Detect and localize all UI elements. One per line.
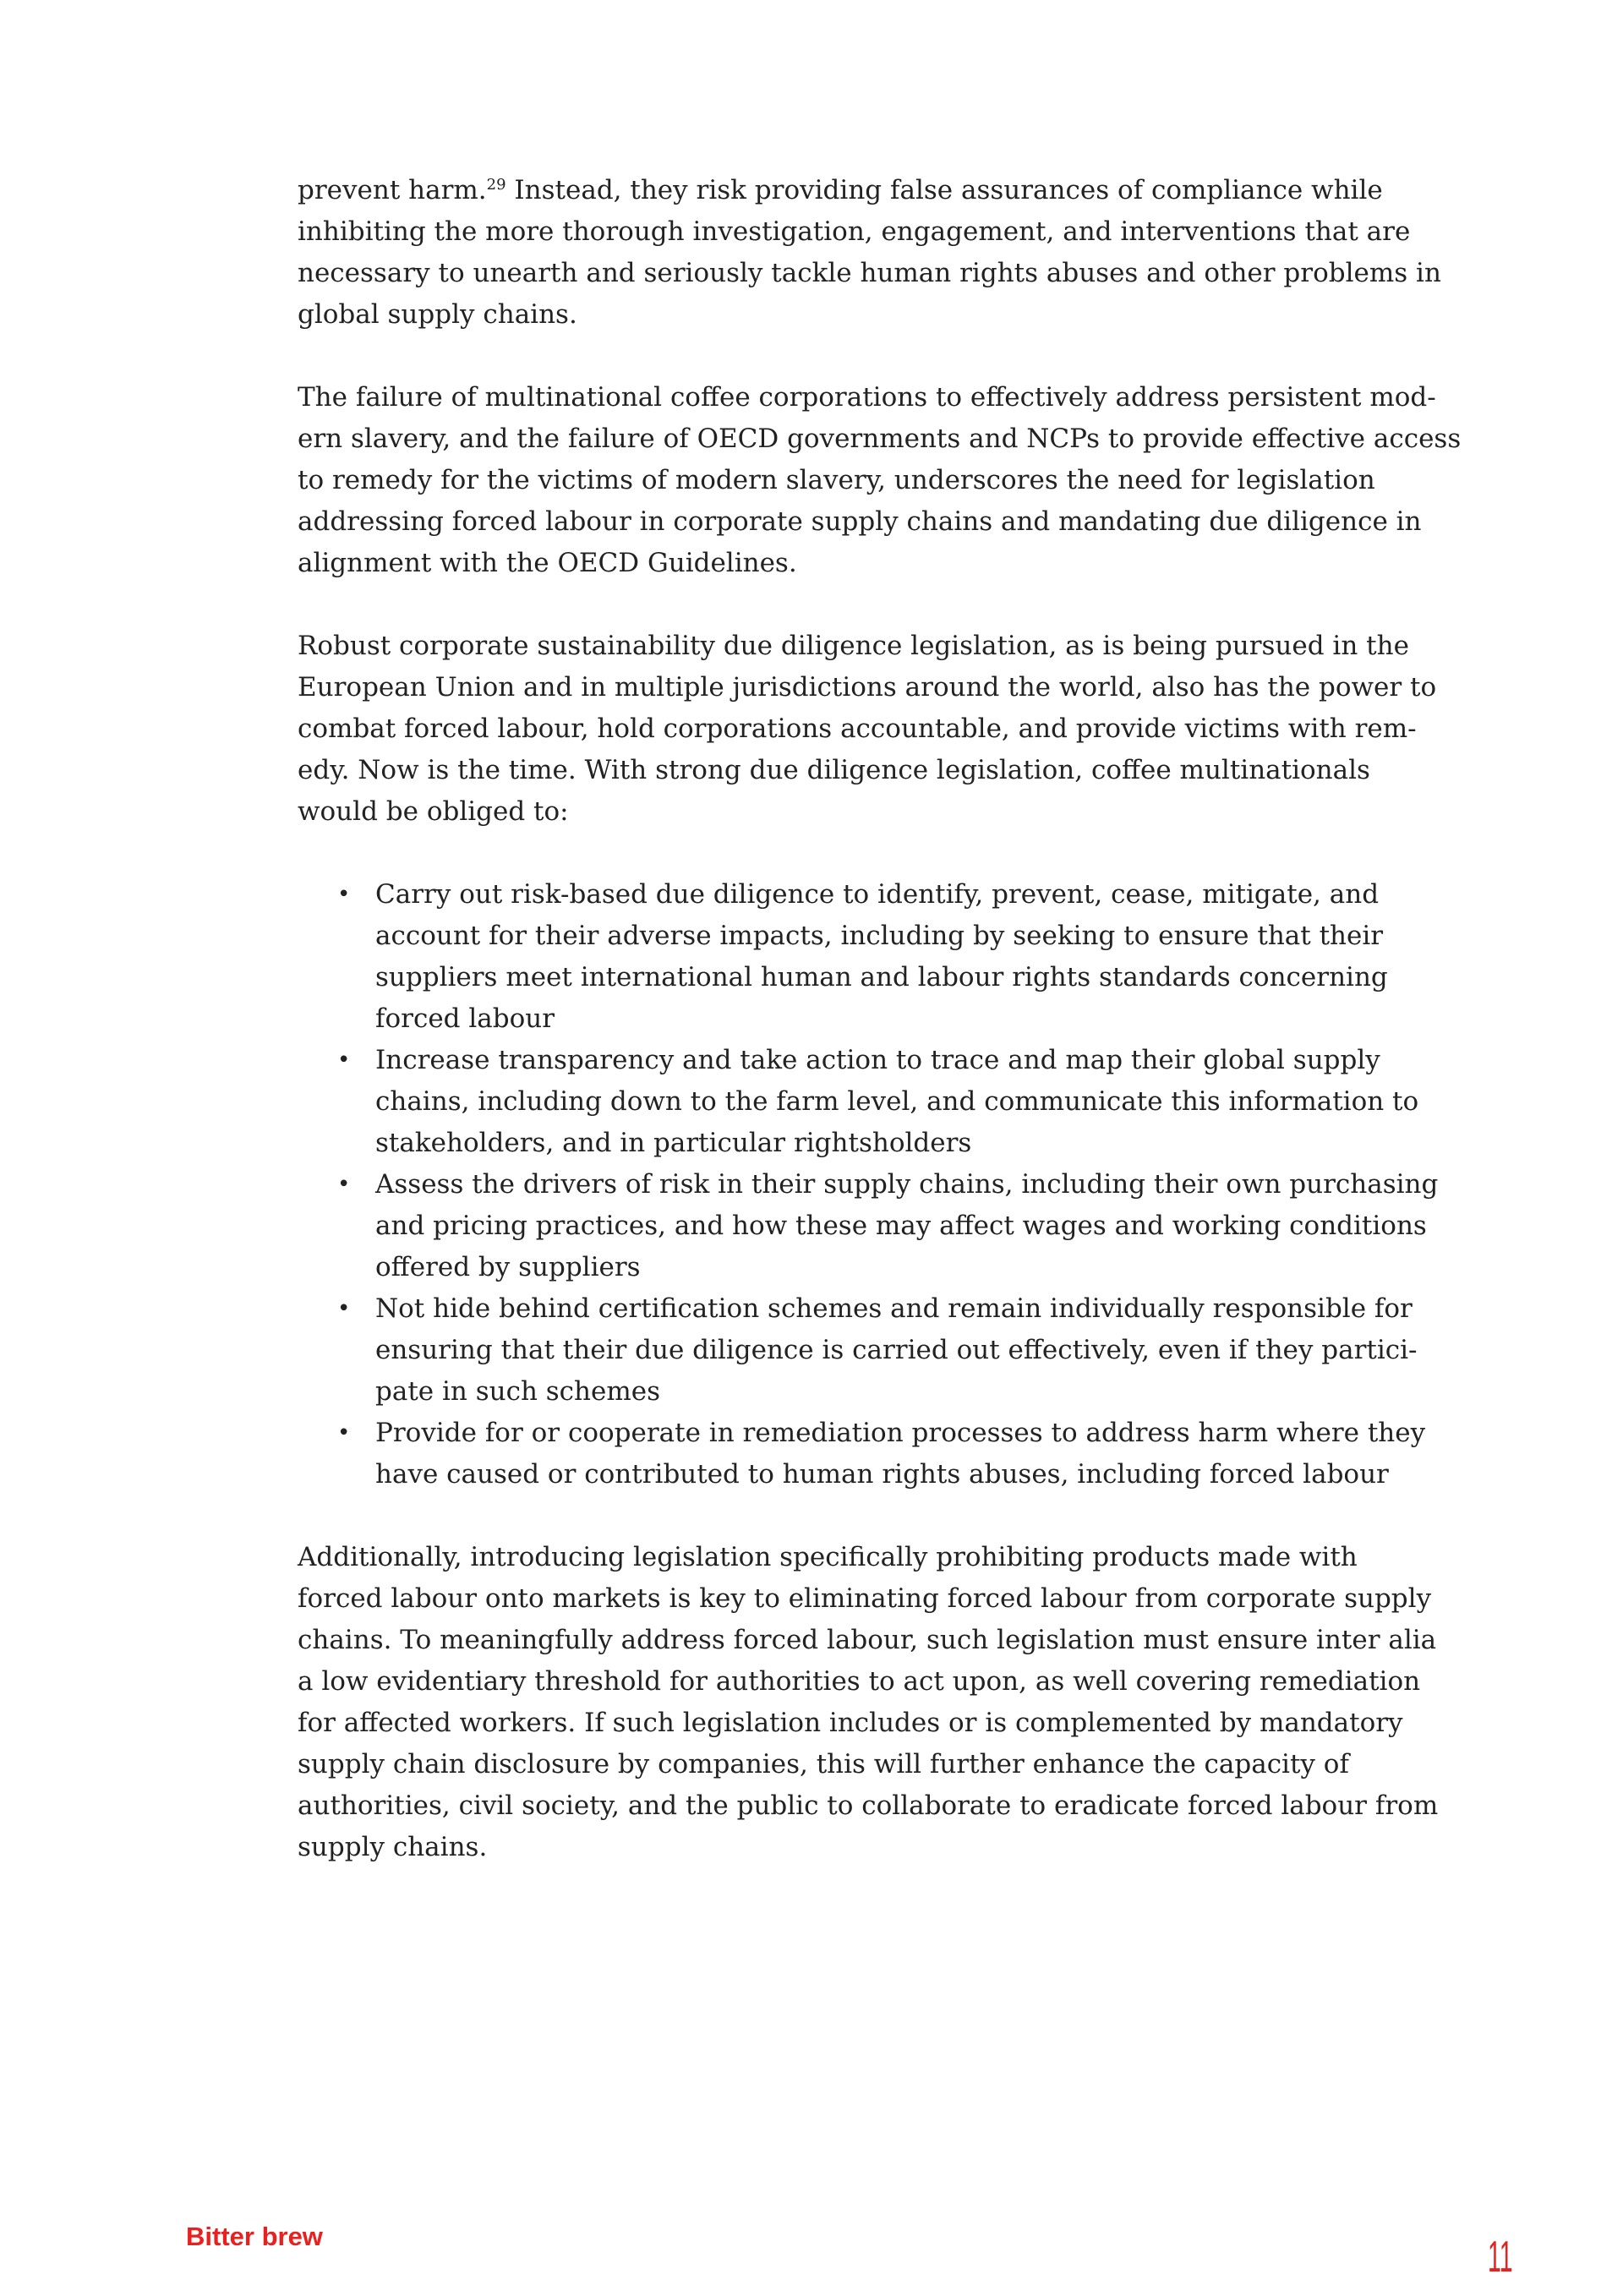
list-item [298,1164,1439,1288]
paragraph-line: global supply chains. [298,299,577,330]
paragraph-line: for affected workers. If such legislation includes or is complemented by mandatory [298,1708,1403,1738]
paragraph-line: alignment with the OECD Guidelines. [298,548,797,578]
paragraph-line [298,170,1383,211]
list-item-line: ensuring that their due diligence is carried out effectively, even if they partici- [375,1335,1418,1365]
paragraph-line: combat forced labour, hold corporations accountable, and provide victims with rem- [298,713,1417,744]
list-item-line: and pricing practices, and how these may affect wages and working conditions [375,1211,1427,1241]
text-run: Instead, they risk providing false assurances of compliance while [505,175,1383,205]
list-item-line: Not hide behind certification schemes and remain individually responsible for [375,1293,1413,1324]
paragraph-line: ern slavery, and the failure of OECD governments and NCPs to provide effective access [298,424,1462,454]
paragraph-3 [298,626,1437,833]
list-item-line: pate in such schemes [375,1376,661,1407]
footnote-reference: 29 [486,176,506,194]
paragraph-line: The failure of multinational coffee corporations to effectively address persistent mod- [298,382,1436,413]
list-item-line: forced labour [375,1003,555,1034]
bullet-icon: • [337,882,351,907]
paragraph-line: forced labour onto markets is key to eliminating forced labour from corporate supply [298,1583,1432,1614]
list-item-line: Carry out risk-based due diligence to identify, prevent, cease, mitigate, and [375,879,1380,910]
paragraph-line: would be obliged to: [298,796,569,827]
list-item-line: chains, including down to the farm level, and communicate this information to [375,1086,1419,1117]
paragraph-line: chains. To meaningfully address forced labour, such legislation must ensure inter alia [298,1625,1437,1655]
list-item-line: have caused or contributed to human rights abuses, including forced labour [375,1459,1389,1490]
list-item [298,1413,1426,1495]
paragraph-line: Additionally, introducing legislation specifically prohibiting products made with [298,1542,1358,1572]
list-item [298,1288,1418,1413]
bullet-icon: • [337,1420,351,1446]
paragraph-line: necessary to unearth and seriously tackle human rights abuses and other problems in [298,258,1441,288]
body-content [298,170,1462,1910]
bullet-icon: • [337,1296,351,1321]
list-item-line: Increase transparency and take action to trace and map their global supply [375,1045,1380,1075]
page-number: 11 [1488,2233,1513,2282]
paragraph-line: authorities, civil society, and the public to collaborate to eradicate forced labour from [298,1790,1439,1821]
footer-publication-title: Bitter brew [186,2222,323,2251]
list-item [298,1040,1419,1164]
paragraph-line: edy. Now is the time. With strong due diligence legislation, coffee multinationals [298,755,1370,785]
paragraph-4 [298,1537,1439,1868]
paragraph-1 [298,170,1441,336]
paragraph-line: a low evidentiary threshold for authorities to act upon, as well covering remediation [298,1666,1421,1697]
bullet-icon: • [337,1172,351,1197]
paragraph-line: supply chains. [298,1832,488,1862]
paragraph-line: inhibiting the more thorough investigation, engagement, and interventions that are [298,216,1411,247]
paragraph-line: Robust corporate sustainability due diligence legislation, as is being pursued in the [298,631,1409,661]
list-item-line: offered by suppliers [375,1252,641,1282]
list-item-line: suppliers meet international human and labour rights standards concerning [375,962,1388,992]
list-item-line: stakeholders, and in particular rightsholders [375,1128,972,1158]
text-run: prevent harm. [298,175,487,205]
list-item [298,874,1388,1040]
list-item-line: Assess the drivers of risk in their supply chains, including their own purchasing [375,1169,1439,1200]
list-item-line: account for their adverse impacts, including by seeking to ensure that their [375,921,1384,951]
paragraph-2 [298,377,1462,584]
paragraph-line: to remedy for the victims of modern slavery, underscores the need for legislation [298,465,1375,495]
paragraph-line: European Union and in multiple jurisdictions around the world, also has the power to [298,672,1437,702]
obligations-list [298,874,1439,1495]
paragraph-line: supply chain disclosure by companies, this will further enhance the capacity of [298,1749,1349,1779]
bullet-icon: • [337,1047,351,1073]
paragraph-line: addressing forced labour in corporate supply chains and mandating due diligence in [298,506,1422,537]
list-item-line: Provide for or cooperate in remediation processes to address harm where they [375,1418,1426,1448]
